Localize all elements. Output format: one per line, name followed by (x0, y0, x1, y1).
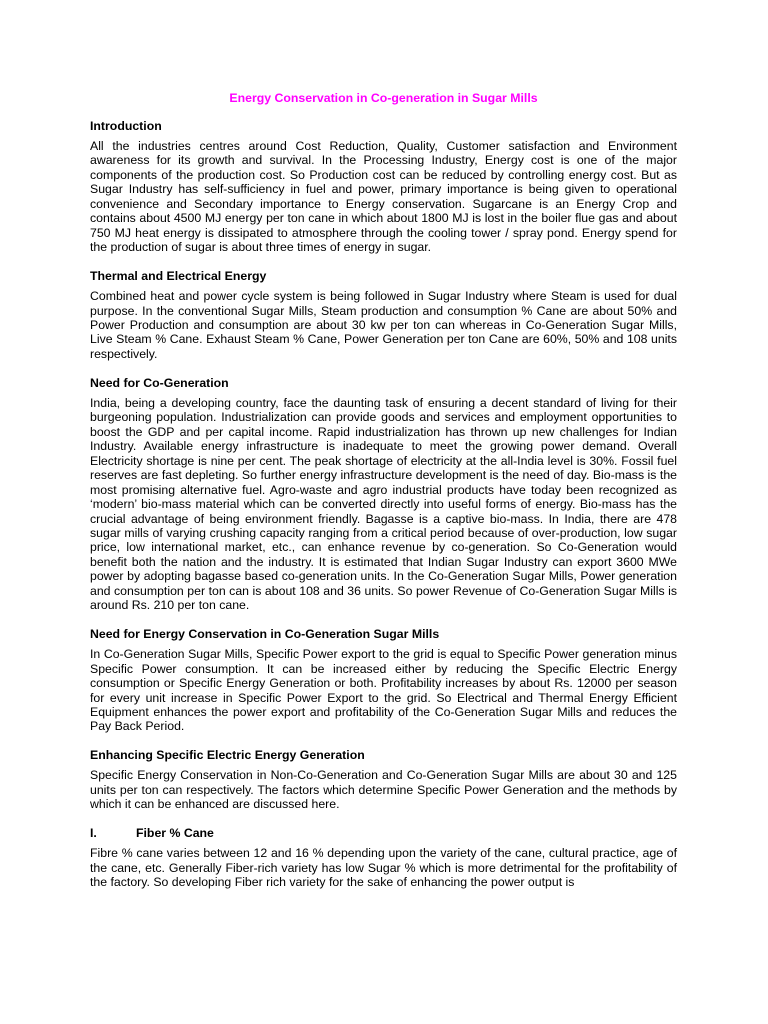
section-paragraph-fiber-cane: Fibre % cane varies between 12 and 16 % depending upon the variety of the cane, cultural practice, age of the cane, etc. Generally Fiber-rich variety has low Sugar % which is more detrimental for the profitability of the factory. So developing Fiber rich variety for the sake of enhancing the power output is (90, 846, 677, 890)
section-heading-energy-conservation: Need for Energy Conservation in Co-Generation Sugar Mills (90, 627, 440, 642)
section-paragraph-need-cogeneration: India, being a developing country, face the daunting task of ensuring a decent standard of living for their burgeoning population. Industrialization can provide goods and services and employment opportunities to boost the GDP and per capital income. Rapid industrialization has thrown up new challenges for Indian Industry. Available energy infrastructure is inadequate to meet the growing power demand. Overall Electricity shortage is nine per cent. The peak shortage of electricity at the all-India level is 30%. Fossil fuel reserves are fast depleting. So further energy infrastructure development is the need of day. Bio-mass is the most promising alternative fuel. Agro-waste and agro industrial products have today been recognized as ‘modern’ bio-mass material which can be converted directly into useful forms of energy. Bio-mass has the crucial advantage of being environment friendly. Bagasse is a captive bio-mass. In India, there are 478 sugar mills of varying crushing capacity ranging from a critical period because of over-production, low sugar price, low international market, etc., can enhance revenue by co-generation. So Co-Generation would benefit both the nation and the industry. It is estimated that Indian Sugar Industry can export 3600 MWe power by adopting bagasse based co-generation units. In the Co-Generation Sugar Mills, Power generation and consumption per ton can is about 108 and 36 units. So power Revenue of Co-Generation Sugar Mills is around Rs. 210 per ton cane. (90, 395, 677, 613)
section-paragraph-specific-generation: Specific Energy Conservation in Non-Co-Generation and Co-Generation Sugar Mills are about 30 and 125 units per ton can respectively. The factors which determine Specific Power Generation and the methods by which it can be enhanced are discussed here. (90, 768, 677, 812)
section-heading-introduction: Introduction (90, 119, 162, 133)
section-heading-thermal-electrical: Thermal and Electrical Energy (90, 269, 267, 284)
numbered-heading-fiber-cane (90, 826, 677, 840)
section-paragraph-thermal-electrical: Combined heat and power cycle system is being followed in Sugar Industry where Steam is used for dual purpose. In the conventional Sugar Mills, Steam production and consumption % Cane are about 50% and Power Production and consumption are about 30 kw per ton can whereas in Co-Generation Sugar Mills, Live Steam % Cane. Exhaust Steam % Cane, Power Generation per ton Cane are 60%, 50% and 108 units respectively. (90, 289, 677, 361)
section-paragraph-energy-conservation: In Co-Generation Sugar Mills, Specific Power export to the grid is equal to Specific Power generation minus Specific Power consumption. It can be increased either by reducing the Specific Electric Energy consumption or Specific Energy Generation or both. Profitability increases by about Rs. 12000 per season for every unit increase in Specific Power Export to the grid. So Electrical and Thermal Energy Efficient Equipment enhances the power export and profitability of the Co-Generation Sugar Mills and reduces the Pay Back Period. (90, 647, 677, 734)
section-paragraph-introduction: All the industries centres around Cost Reduction, Quality, Customer satisfaction and Environment awareness for its growth and survival. In the Processing Industry, Energy cost is one of the major components of the production cost. So Production cost can be reduced by controlling energy cost. But as Sugar Industry has self-sufficiency in fuel and power, primary importance is being given to operational convenience and Secondary importance to Energy conservation. Sugarcane is an Energy Crop and contains about 4500 MJ energy per ton cane in which about 1800 MJ is lost in the boiler flue gas and about 750 MJ heat energy is dissipated to atmosphere through the cooling tower / spray pond. Energy spend for the production of sugar is about three times of energy in sugar. (90, 139, 677, 255)
list-number: I. (90, 826, 97, 841)
numbered-heading-label: Fiber % Cane (136, 826, 214, 841)
document-title: Energy Conservation in Co-generation in Sugar Mills (229, 91, 538, 105)
section-heading-specific-generation: Enhancing Specific Electric Energy Generation (90, 748, 365, 763)
document-body (90, 91, 677, 904)
section-heading-need-cogeneration: Need for Co-Generation (90, 375, 229, 390)
